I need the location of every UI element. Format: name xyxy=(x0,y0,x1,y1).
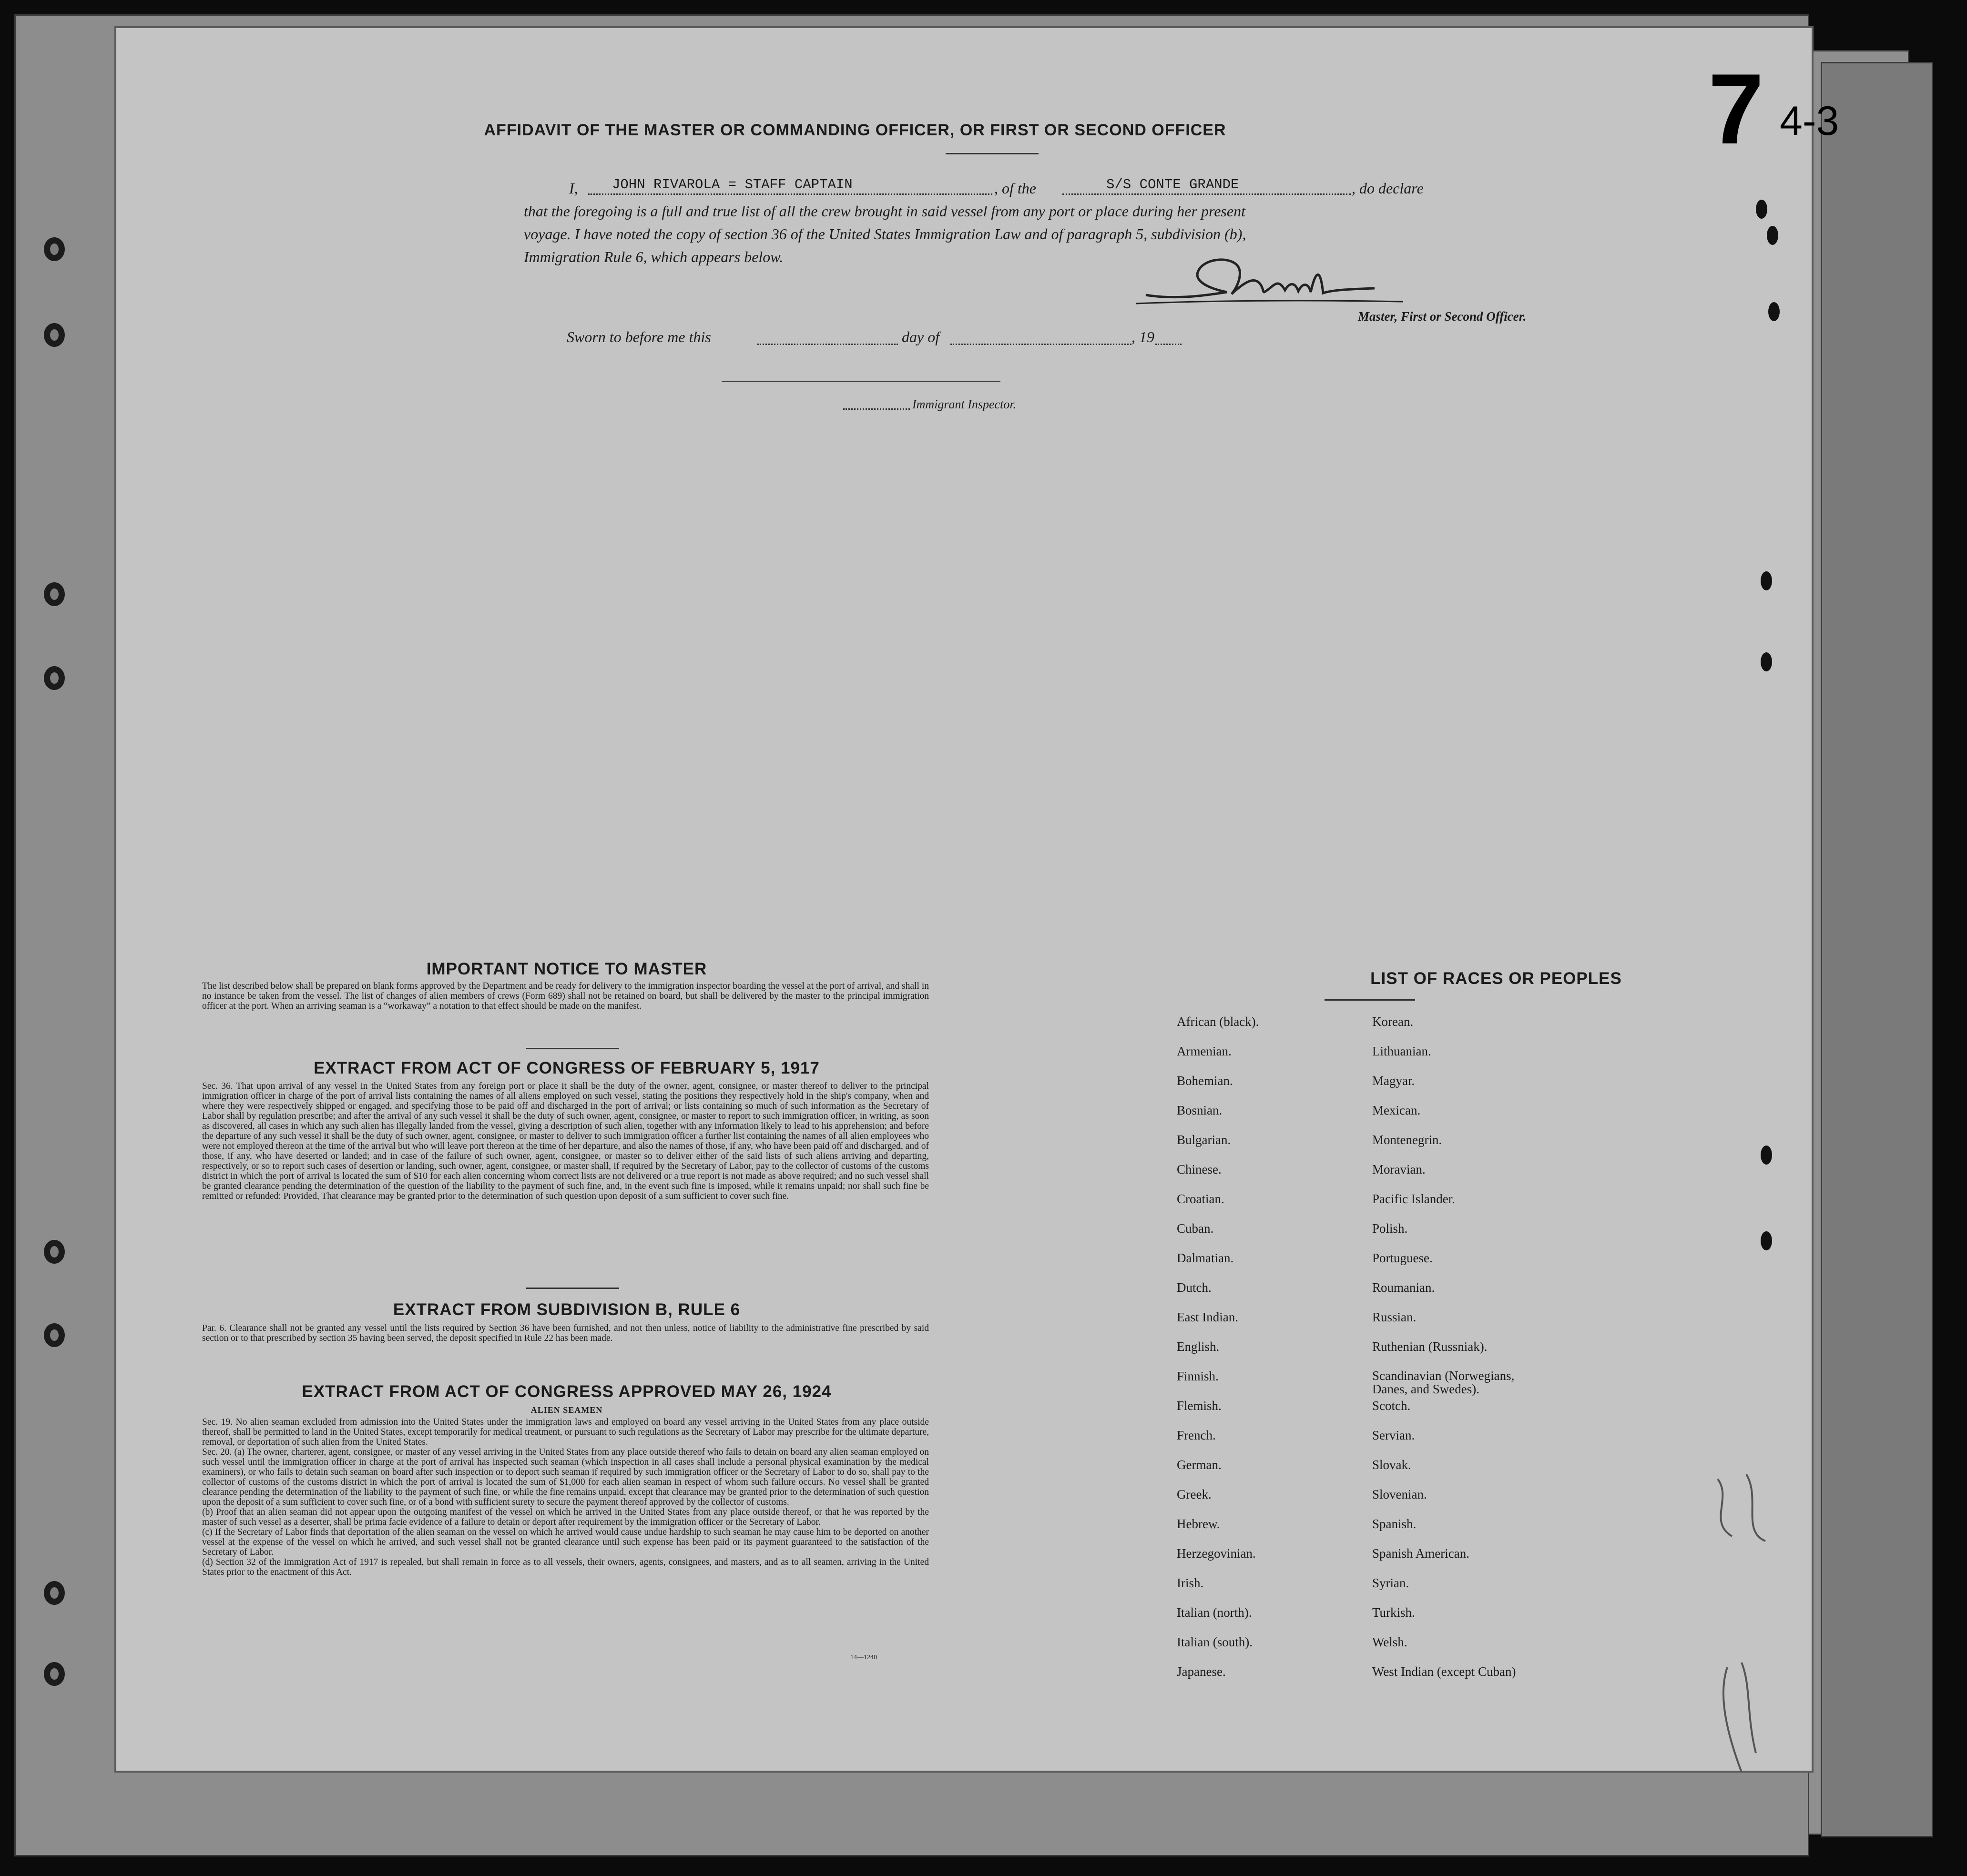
binder-hole xyxy=(44,666,65,690)
extract-1924-subtitle: ALIEN SEAMEN xyxy=(530,1405,603,1415)
race-item: Ruthenian (Russniak). xyxy=(1372,1339,1488,1354)
binder-hole xyxy=(44,582,65,606)
race-item: Servian. xyxy=(1372,1428,1415,1442)
section-rule xyxy=(526,1048,619,1049)
race-item: Armenian. xyxy=(1177,1044,1232,1058)
race-item: Bulgarian. xyxy=(1177,1133,1231,1147)
race-item: English. xyxy=(1177,1339,1220,1354)
race-item: Italian (south). xyxy=(1177,1635,1253,1649)
form-page xyxy=(114,26,1839,1773)
margin-pencil-mark xyxy=(1708,1658,1765,1777)
race-item: Polish. xyxy=(1372,1221,1408,1236)
race-item: Spanish American. xyxy=(1372,1546,1469,1561)
race-item: Cuban. xyxy=(1177,1221,1214,1236)
race-item: Moravian. xyxy=(1372,1162,1426,1176)
declaration-pronoun: I, xyxy=(569,180,578,197)
race-item: German. xyxy=(1177,1458,1222,1472)
affidavit-title: AFFIDAVIT OF THE MASTER OR COMMANDING OFFICER, OR FIRST OR SECOND OFFICER xyxy=(484,121,1226,139)
race-item: French. xyxy=(1177,1428,1216,1442)
officer-signature xyxy=(1136,243,1403,314)
form-number: 14—1240 xyxy=(850,1654,877,1661)
do-declare-label: , do declare xyxy=(1352,180,1424,197)
race-item: Pacific Islander. xyxy=(1372,1192,1455,1206)
race-item: Spanish. xyxy=(1372,1517,1417,1531)
race-item: Japanese. xyxy=(1177,1664,1226,1679)
race-item: Flemish. xyxy=(1177,1399,1222,1413)
section-rule xyxy=(526,1288,619,1289)
inspector-caption: Immigrant Inspector. xyxy=(912,397,1017,411)
sec-20a-paragraph: Sec. 20. (a) The owner, charterer, agent, consignee, or master of any vessel arriving in the United States from any place outside thereof who fails to detain on board any alien seaman employed on such vessel until the immigration officer in charge at the port of arrival has inspected such seaman (which inspection in all cases shall include a personal physical examination by the medical examiners), or who fails to detain such seaman on board after such inspection or to deport such seaman if required by such immigration officer or the Secretary of Labor to do so, shall pay to the collector of customs of the customs district in which the port of arrival is located the sum of $1,000 for each alien seaman in respect of whom such failure occurs. No vessel shall be granted clearance pending the determination of the liability to the payment of such fine, or while the fine remains unpaid, except that clearance may be granted prior to the determination of such question upon the deposit of a sum sufficient to cover such fine, or of a bond with sufficient surety to secure the payment thereof approved by the collector of customs. xyxy=(202,1447,929,1507)
punch-dot xyxy=(1768,302,1780,321)
race-item: Slovak. xyxy=(1372,1458,1411,1472)
signature-caption: Master, First or Second Officer. xyxy=(1358,309,1527,324)
punch-dot xyxy=(1761,652,1772,671)
vessel-name-field[interactable] xyxy=(1062,177,1351,195)
binder-hole xyxy=(44,323,65,347)
vessel-name: S/S CONTE GRANDE xyxy=(1106,177,1239,193)
races-title-rule xyxy=(1325,999,1415,1001)
binder-hole xyxy=(44,237,65,261)
punch-dot xyxy=(1767,226,1778,245)
race-item: Irish. xyxy=(1177,1576,1204,1590)
race-item: Italian (north). xyxy=(1177,1605,1252,1620)
race-item: Mexican. xyxy=(1372,1103,1421,1117)
punch-dot xyxy=(1761,1231,1772,1250)
race-item: Syrian. xyxy=(1372,1576,1409,1590)
race-item: Finnish. xyxy=(1177,1369,1219,1383)
extract-1917-title: EXTRACT FROM ACT OF CONGRESS OF FEBRUARY 5, 1917 xyxy=(314,1059,820,1077)
race-item: Chinese. xyxy=(1177,1162,1222,1176)
binder-hole xyxy=(44,1323,65,1347)
notice-body: The list described below shall be prepared on blank forms approved by the Department and be ready for delivery to the immigration inspector boarding the vessel at the port of arrival, and shall in no instance be taken from the vessel. The list of changes of alien members of crews (Form 689) shall not be retained on board, but shall be delivered by the master to the principal immigration officer at the port. When an arriving seaman is a “workaway” a notation to that effect should be made on the manifest. xyxy=(202,981,929,1011)
sworn-day-field[interactable] xyxy=(757,339,898,345)
declaration-line-3: voyage. I have noted the copy of section 36 of the United States Immigration Law and of paragraph 5, subdivision (b), xyxy=(524,225,1246,243)
sec-20c-paragraph: (c) If the Secretary of Labor finds that deportation of the alien seaman on the vessel on which he arrived would cause undue hardship to such seaman he may cause him to be deported on another vessel at the expense of the vessel on which he arrived, and such vessel shall not be granted clearance until such expense has been paid or its payment guaranteed to the satisfaction of the Secretary of Labor. xyxy=(202,1527,929,1557)
sec-20d-paragraph: (d) Section 32 of the Immigration Act of 1917 is repealed, but shall remain in force as to all vessels, their owners, agents, consignees, and masters, and as to all seamen, arriving in the United States prior to the enactment of this Act. xyxy=(202,1557,929,1577)
sec-20b-paragraph: (b) Proof that an alien seaman did not appear upon the outgoing manifest of the vessel on which he arrived in the United States from any place outside thereof, or that he was reported by the master of such vessel as a deserter, shall be prima facie evidence of a failure to detain or deport after requirement by the immigration officer or the Secretary of Labor. xyxy=(202,1507,929,1527)
punch-dot xyxy=(1761,1146,1772,1165)
officer-name-field[interactable] xyxy=(588,177,992,195)
race-item: Greek. xyxy=(1177,1487,1212,1501)
sworn-month-field[interactable] xyxy=(950,339,1131,345)
race-item: Welsh. xyxy=(1372,1635,1407,1649)
race-item: Scotch. xyxy=(1372,1399,1411,1413)
race-item: Roumanian. xyxy=(1372,1280,1435,1295)
race-item: Portuguese. xyxy=(1372,1251,1433,1265)
race-item: Croatian. xyxy=(1177,1192,1224,1206)
race-item: Russian. xyxy=(1372,1310,1417,1324)
year-label: , 19 xyxy=(1131,328,1154,345)
binder-hole xyxy=(44,1662,65,1686)
race-item: West Indian (except Cuban) xyxy=(1372,1664,1516,1679)
sheet-code: 4-3 xyxy=(1780,98,1839,144)
race-item: Dutch. xyxy=(1177,1280,1212,1295)
extract-rule6-title: EXTRACT FROM SUBDIVISION B, RULE 6 xyxy=(393,1300,741,1319)
binder-hole xyxy=(44,1581,65,1605)
race-item: Slovenian. xyxy=(1372,1487,1427,1501)
officer-name: JOHN RIVAROLA = STAFF CAPTAIN xyxy=(612,177,853,193)
margin-pencil-mark xyxy=(1703,1470,1780,1546)
declaration-line-2: that the foregoing is a full and true list of all the crew brought in said vessel from any port or place during her present xyxy=(524,203,1245,220)
race-item: Korean. xyxy=(1372,1014,1414,1029)
back-sheet-2 xyxy=(1821,62,1933,1837)
day-of-label: day of xyxy=(902,328,940,345)
page-number: 7 xyxy=(1708,53,1764,165)
race-item: Bohemian. xyxy=(1177,1074,1233,1088)
sworn-year-field[interactable] xyxy=(1155,339,1182,345)
inspector-signature-line xyxy=(722,381,1000,382)
extract-rule6-body: Par. 6. Clearance shall not be granted any vessel until the lists required by Section 36 have been furnished, and not then unless, notice of liability to the administrative fine prescribed by said section or to that prescribed by section 35 having been served, the deposit specified in Rule 22 has been made. xyxy=(202,1323,929,1343)
race-item: Lithuanian. xyxy=(1372,1044,1431,1058)
extract-1924-title: EXTRACT FROM ACT OF CONGRESS APPROVED MAY 26, 1924 xyxy=(302,1382,832,1401)
races-title: LIST OF RACES OR PEOPLES xyxy=(1370,969,1622,988)
race-item: Turkish. xyxy=(1372,1605,1415,1620)
extract-1917-body: Sec. 36. That upon arrival of any vessel in the United States from any foreign port or place it shall be the duty of the owner, agent, consignee, or master thereof to deliver to the principal immigration officer in charge of the port of arrival lists containing the names of all aliens employed on such vessel, stating the positions they respectively hold in the ship's company, when and where they were respectively shipped or engaged, and specifying those to be paid off and discharged in the port of arrival; or lists containing so much of such information as the Secretary of Labor shall by regulation prescribe; and after the arrival of any such vessel it shall be the duty of such owner, agent, consignee, or master to report to such immigration officer, in writing, as soon as discovered, all cases in which any such alien has illegally landed from the vessel, giving a description of such alien, together with any information likely to lead to his apprehension; and before the departure of any such vessel it shall be the duty of such owner, agent, consignee, or master to deliver to such immigration officer a further list containing the names of all alien employees who were not employed thereon at the time of the arrival but who will leave port thereon at the time of her departure, and also the names of those, if any, who have been paid off and discharged, and of those, if any, who have deserted or landed; and in case of the failure of such owner, agent, consignee, or master so to deliver either of the said lists of such aliens arriving and departing, respectively, or so to report such cases of desertion or landing, such owner, agent, consignee, or master shall, if required by the Secretary of Labor, pay to the collector of customs of the customs district in which the port of arrival is located the sum of $10 for each alien concerning whom correct lists are not delivered or a true report is not made as above required; and no such vessel shall be granted clearance pending the determination of the question of the liability to the payment of such fine, and, in the event such fine is imposed, while it remains unpaid; nor shall such fine be remitted or refunded: Provided, That clearance may be granted prior to the determination of such question upon deposit of a sum sufficient to cover such fine. xyxy=(202,1081,929,1201)
sec-19-paragraph: Sec. 19. No alien seaman excluded from admission into the United States under the immigration laws and employed on board any vessel arriving in the United States from any place outside thereof, shall be permitted to land in the United States, except temporarily for medical treatment, or pursuant to such regulations as the Secretary of Labor may prescribe for the ultimate departure, removal, or deportation of such alien from the United States. xyxy=(202,1417,929,1447)
race-item: Herzegovinian. xyxy=(1177,1546,1256,1561)
race-item: African (black). xyxy=(1177,1014,1259,1029)
race-item: Bosnian. xyxy=(1177,1103,1223,1117)
notice-title: IMPORTANT NOTICE TO MASTER xyxy=(426,960,707,978)
race-item: Magyar. xyxy=(1372,1074,1415,1088)
race-item: East Indian. xyxy=(1177,1310,1238,1324)
race-item: Dalmatian. xyxy=(1177,1251,1234,1265)
binder-hole xyxy=(44,1240,65,1264)
race-item: Hebrew. xyxy=(1177,1517,1220,1531)
race-item: Scandinavian (Norwegians, Danes, and Swedes). xyxy=(1372,1369,1515,1396)
punch-dot xyxy=(1756,200,1767,219)
extract-1924-body xyxy=(202,1417,929,1577)
of-the-label: , of the xyxy=(994,180,1036,197)
title-rule xyxy=(946,153,1039,154)
sworn-label: Sworn to before me this xyxy=(567,328,711,345)
punch-dot xyxy=(1761,571,1772,590)
race-item: Montenegrin. xyxy=(1372,1133,1442,1147)
inspector-dotted-lead xyxy=(843,405,910,410)
declaration-line-4: Immigration Rule 6, which appears below. xyxy=(524,248,784,265)
